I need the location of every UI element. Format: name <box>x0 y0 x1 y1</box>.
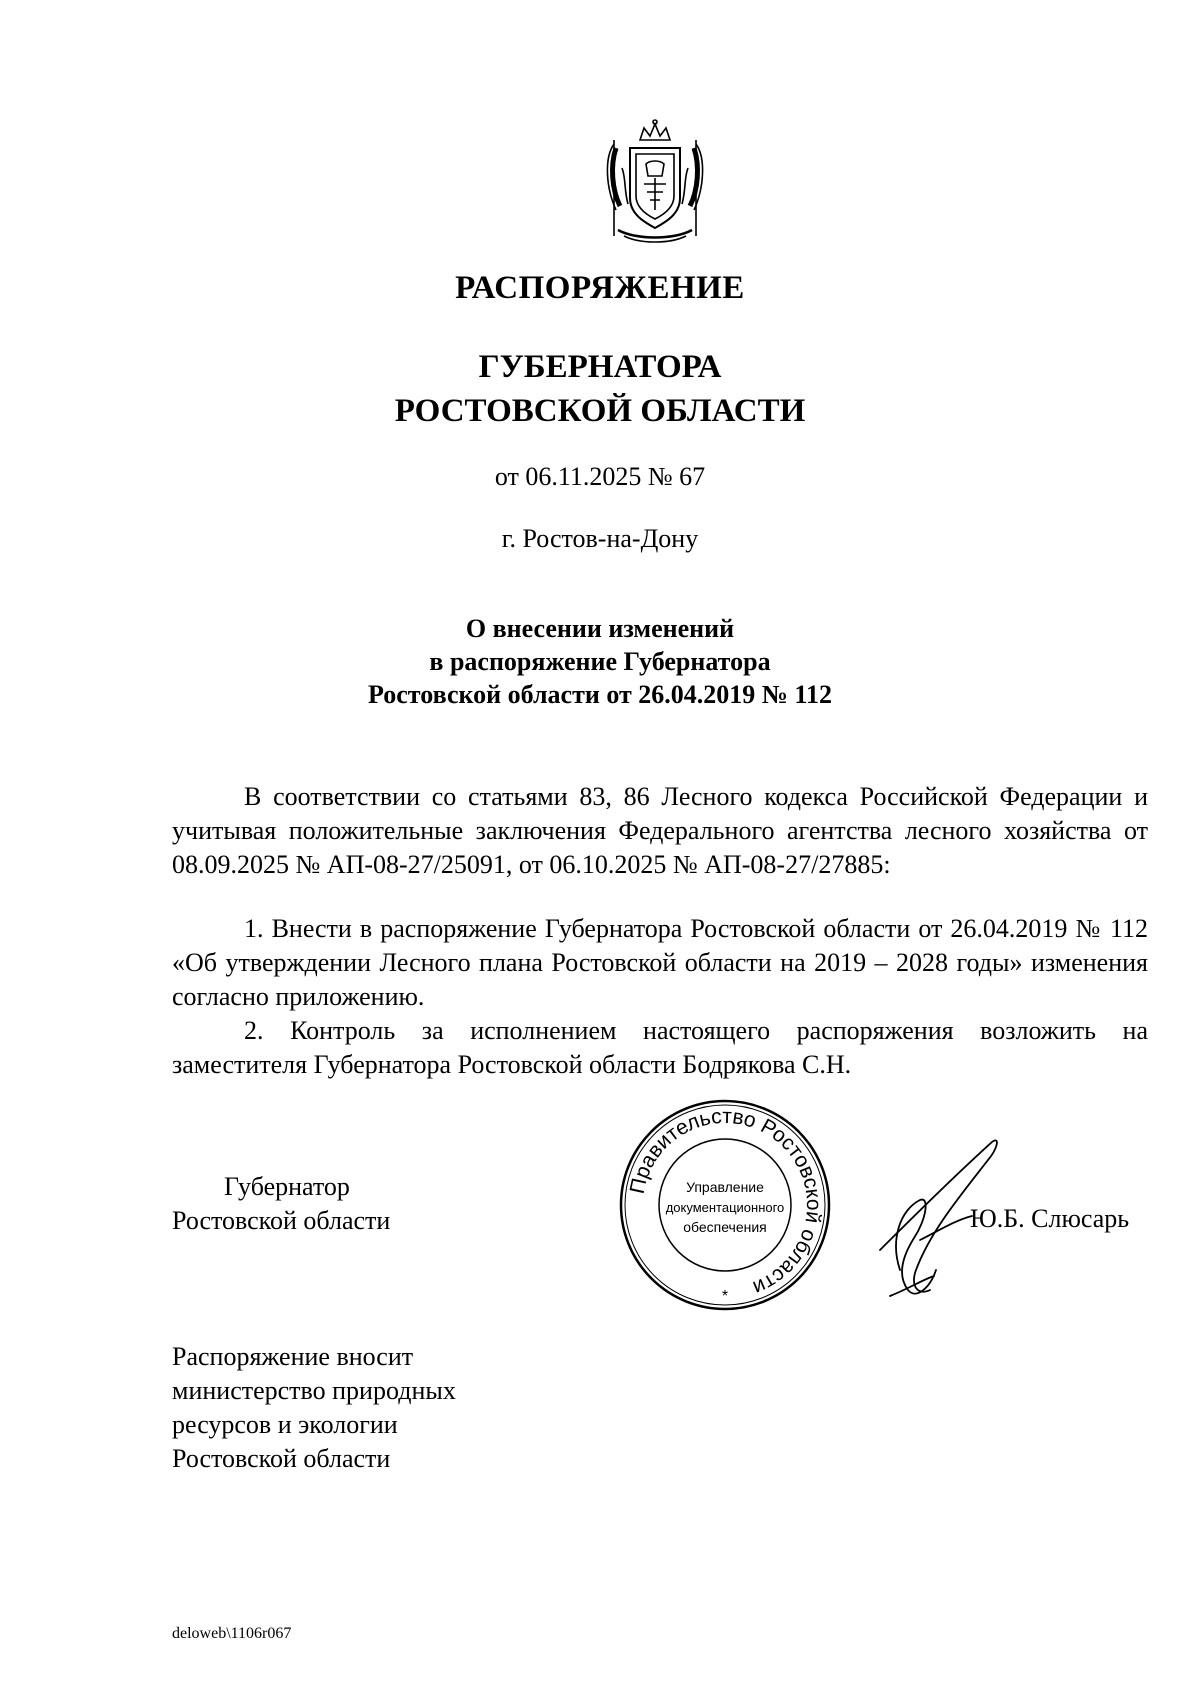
issuer-title <box>0 345 1200 433</box>
signatory-name: Ю.Б. Слюсарь <box>970 1204 1130 1233</box>
subject-line-1: О внесении изменений <box>465 614 735 643</box>
introduced-by-line-4: Ростовской области <box>172 1444 391 1473</box>
stamp-center-line-1: Управление <box>686 1179 764 1195</box>
subject-line-2: в распоряжение Губернатора <box>429 647 771 676</box>
introduced-by-line-3: ресурсов и экологии <box>172 1410 398 1439</box>
introduced-by-line-2: министерство природных <box>172 1376 456 1405</box>
issuer-line-1: ГУБЕРНАТОРА <box>478 349 722 385</box>
preamble-paragraph: В соответствии со статьями 83, 86 Лесного кодекса Российской Федерации и учитывая положительные заключения Федерального агентства лесного хозяйства от 08.09.2025 № АП-08-27/25091, от 06.10.2025 № АП-08-27/27885: <box>172 782 1148 879</box>
stamp-ring-text: Правительство Ростовской области <box>625 1104 826 1300</box>
document-date-number: от 06.11.2025 № 67 <box>494 462 706 491</box>
coat-of-arms-icon <box>600 118 710 248</box>
signatory-title-line-1: Губернатор <box>224 1172 350 1201</box>
document-subject <box>0 612 1200 711</box>
issuer-line-2: РОСТОВСКОЙ ОБЛАСТИ <box>394 393 806 429</box>
stamp-center-line-2: документационного <box>665 1200 785 1215</box>
file-reference: deloweb\1106r067 <box>172 1625 292 1642</box>
stamp-center-line-3: обеспечения <box>683 1219 767 1235</box>
signatory-title <box>172 1170 390 1238</box>
subject-line-3: Ростовской области от 26.04.2019 № 112 <box>368 680 832 709</box>
item-1-paragraph: 1. Внести в распоряжение Губернатора Ростовской области от 26.04.2019 № 112 «Об утверждении Лесного плана Ростовской области на 2019 – 2028 годы» изменения согласно приложению. <box>172 914 1148 1011</box>
introduced-by-line-1: Распоряжение вносит <box>172 1342 414 1371</box>
items-section <box>172 912 1148 1082</box>
signatory-title-line-2: Ростовской области <box>172 1206 391 1235</box>
stamp-star: * <box>721 1288 729 1305</box>
item-2-paragraph: 2. Контроль за исполнением настоящего распоряжения возложить на заместителя Губернатора Ростовской области Бодрякова С.Н. <box>172 1016 1148 1079</box>
document-type-title: РАСПОРЯЖЕНИЕ <box>455 270 745 306</box>
introduced-by-block <box>172 1340 456 1476</box>
official-stamp <box>616 1096 834 1314</box>
document-city: г. Ростов-на-Дону <box>501 524 699 553</box>
preamble-section <box>172 780 1148 882</box>
